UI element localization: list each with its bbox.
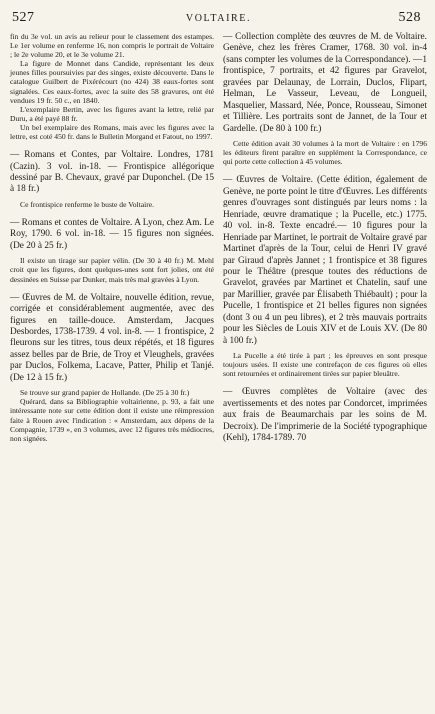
entry-note: Ce frontispice renferme le buste de Voltaire. bbox=[20, 199, 155, 209]
note-paragraph: Un bel exemplaire des Romans, mais avec les figures avec la lettre, est coté 450 fr. dans le Bulletin Morgand et Fatout, no 1997. bbox=[10, 122, 214, 142]
catalog-entry: — Collection complète des œuvres de M. de Voltaire. Genève, chez les frères Cramer, 1768. 30 vol. in-4 (sans compter les volumes de la Correspondance). —1 frontispice, 7 portraits, et 42 figures par Gravelot, gravées par Delaunay, de Lorrain, Duclos, Flipart, Helman, Le Vasseur, Leveau, de Longueil, Masquelier, Massard, Née, Ponce, Rousseau, Simonet et Tillière. Les portraits sont de Jannet, de la Tour et Gardelle. (De 80 à 100 fr.) bbox=[223, 32, 427, 134]
left-column bbox=[10, 32, 214, 445]
entry-note: Il existe un tirage sur papier vélin. (De 30 à 40 fr.) M. Mehl croit que les figures, dont quelques-unes sont fort jolies, ont été dessinées en Suisse par Dunker, mais très mal gravées à Lyon. bbox=[10, 256, 214, 284]
catalog-entry: — Romans et Contes, par Voltaire. Londres, 1781 (Cazin). 3 vol. in-18. — Frontispice allégorique dessiné par B. Chevaux, gravé par Duponchel. (De 15 à 18 fr.) bbox=[10, 150, 214, 195]
entry-note: La Pucelle a été tirée à part ; les épreuves en sont presque toujours usées. Il existe une contrefaçon de ces figures où elles sont retournées et ordinairement tirées sur papier bleuâtre. bbox=[223, 351, 427, 379]
note-paragraph: L'exemplaire Bertin, avec les figures avant la lettre, relié par Duru, a été payé 88 fr. bbox=[10, 104, 214, 123]
catalog-entry: — Œuvres de Voltaire. (Cette édition, également de Genève, ne porte point le titre d'Œuvres. Les différents genres d'ouvrages sont distingués par leurs noms : la Henriade, œuvre dramatique ; la Pucelle, etc.) 1775. 40 vol. in-8. Texte encadré.— 10 figures pour la Henriade par Martinet, le portrait de Voltaire gravé par Martinet d'après de la Tour, celui de Henri IV gravé par Giraud d'après Jannet ; 1 frontispice et 38 figures pour le Théâtre (presque toutes des réductions de Gravelot, gravées par Martinet et Chatelin, sauf une par Marillier, gravée par Élisabeth Thiébault) ; pour la Pucelle, 1 frontispice et 21 belles figures non signées (dont 3 ou 4 un peu libres), et 2 très mauvais portraits pour les Siècles de Louis XIV et de Louis XV. (De 80 à 100 fr.) bbox=[223, 175, 427, 346]
page-number-right: 528 bbox=[398, 10, 421, 25]
catalog-entry: — Œuvres complètes de Voltaire (avec des avertissements et des notes par Condorcet, imprimées aux frais de Beaumarchais par les soins de M. Decroix). De l'imprimerie de la Société typographique (Kehl), 1784-1789. 70 bbox=[223, 387, 427, 444]
entry-note: Quérard, dans sa Bibliographie voltairienne, p. 93, a fait une intéressante note sur cette édition dont il existe une réimpression faite à Rouen avec l'indication : « Amsterdam, aux dépens de la Compagnie, 1739 », en 3 volumes, avec 12 figures très médiocres, non signées. bbox=[10, 397, 214, 443]
page-number-left: 527 bbox=[12, 10, 35, 25]
entry-note: Se trouve sur grand papier de Hollande. (De 25 à 30 fr.) bbox=[20, 388, 190, 398]
catalog-entry: — Romans et contes de Voltaire. A Lyon, chez Am. Le Roy, 1790. 6 vol. in-18. — 15 figures non signées. (De 20 à 25 fr.) bbox=[10, 218, 214, 251]
page-header bbox=[10, 10, 427, 30]
catalog-entry: — Œuvres de M. de Voltaire, nouvelle édition, revue, corrigée et considérablement augmentée, avec des figures en taille-douce. Amsterdam, Jacques Desbordes, 1738-1739. 4 vol. in-8. — 1 frontispice, 2 fleurons sur les titres, tous deux répétés, et 18 figures assez belles par de Brie, de Troy et Vleughels, gravées par Duclos, Folkema, Lacave, Patter, Philip et Tanjé. (De 12 à 15 fr.) bbox=[10, 292, 214, 383]
running-title: VOLTAIRE. bbox=[185, 13, 252, 24]
note-paragraph: fin du 3e vol. un avis au relieur pour le classement des estampes. Le 1er volume en renferme 16, non compris le portrait de Voltaire ; le 2e volume 20, et le 3e volume 21. bbox=[10, 32, 214, 60]
right-column bbox=[223, 32, 427, 445]
note-paragraph: La figure de Monnet dans Candide, représentant les deux jeunes filles poursuivies par des singes, existe découverte. Dans le catalogue Guilbert de Pixérécourt (no 424) 38 eaux-fortes sont signalées. Ces eaux-fortes, avec la suite des 58 gravures, ont été vendues 19 fr. 50 c., en 1840. bbox=[10, 59, 214, 105]
entry-note: Cette édition avait 30 volumes à la mort de Voltaire : en 1796 les éditeurs firent paraître en supplément la Correspondance, ce qui porte cette collection à 45 volumes. bbox=[223, 139, 427, 167]
two-column-body bbox=[10, 32, 427, 445]
